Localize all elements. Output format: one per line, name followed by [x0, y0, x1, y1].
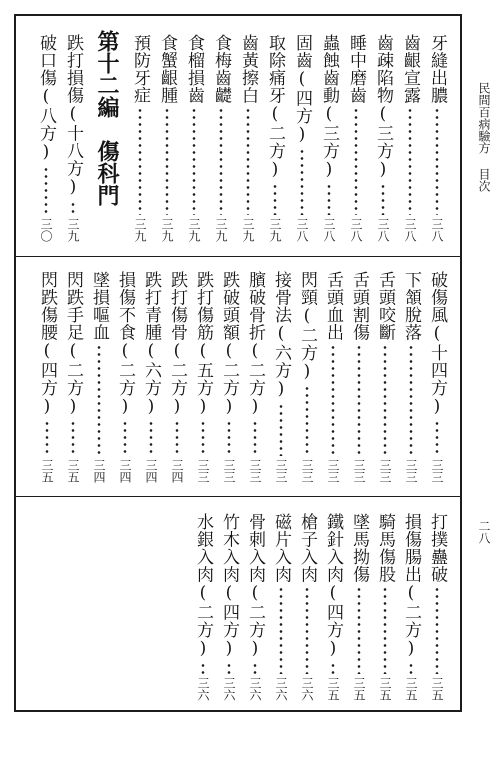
- toc-entry[interactable]: 跌破頭額(二方) 三三: [219, 271, 239, 483]
- toc-entry[interactable]: 牙縫出膿 三八: [427, 34, 447, 242]
- page-number: 二八: [477, 520, 491, 544]
- toc-entry[interactable]: 食梅齒齼 三九: [211, 34, 231, 242]
- toc-entry[interactable]: 食蟹齦腫 三九: [157, 34, 177, 242]
- toc-entry[interactable]: 蟲蝕齒動(三方) 三八: [319, 34, 339, 242]
- toc-entry[interactable]: 損傷不食(二方) 三四: [115, 271, 135, 483]
- toc-entry[interactable]: 閃跌手足(二方) 三五: [63, 271, 83, 483]
- toc-entry[interactable]: 水銀入肉(二方) 三六: [193, 513, 213, 701]
- block-divider: [16, 256, 460, 257]
- toc-entry[interactable]: 打撲蠱破 三五: [427, 513, 447, 701]
- toc-entry[interactable]: 閃跌傷腰(四方) 三五: [37, 271, 57, 483]
- toc-entry[interactable]: 騎馬傷股 三五: [375, 513, 395, 701]
- toc-entry[interactable]: 舌頭咬斷 三三: [375, 271, 395, 483]
- toc-entry[interactable]: 接骨法(六方) 三三: [271, 271, 291, 483]
- toc-entry[interactable]: 舌頭割傷 三三: [349, 271, 369, 483]
- running-head: 民間百病驗方 目次: [477, 82, 491, 192]
- toc-entry[interactable]: 跌打損傷(十八方) 三九: [63, 34, 83, 242]
- toc-entry[interactable]: 墜損嘔血 三四: [89, 271, 109, 483]
- toc-entry[interactable]: 槍子入肉 三六: [297, 513, 317, 701]
- toc-entry[interactable]: 固齒(四方) 三八: [292, 34, 312, 242]
- toc-entry[interactable]: 墜馬拗傷 三五: [349, 513, 369, 701]
- toc-entry[interactable]: 跌打傷筋(五方) 三三: [193, 271, 213, 483]
- toc-entry[interactable]: 舌頭血出 三三: [323, 271, 343, 483]
- toc-entry[interactable]: 破口傷(八方) 三〇: [36, 34, 56, 242]
- section-heading: 第十二編 傷科門: [94, 30, 120, 206]
- toc-entry[interactable]: 齒齦宣露 三八: [400, 34, 420, 242]
- toc-entry[interactable]: 鐵針入肉(四方) 三五: [323, 513, 343, 701]
- toc-entry[interactable]: 竹木入肉(四方) 三六: [219, 513, 239, 701]
- toc-entry[interactable]: 齒黃擦白 三九: [238, 34, 258, 242]
- toc-entry[interactable]: 磁片入肉 三六: [271, 513, 291, 701]
- toc-entry[interactable]: 跌打傷骨(二方) 三四: [167, 271, 187, 483]
- toc-entry[interactable]: 下頷脫落 三三: [401, 271, 421, 483]
- block-divider: [16, 496, 460, 497]
- toc-entry[interactable]: 睡中磨齒 三八: [346, 34, 366, 242]
- toc-entry[interactable]: 齒疎陷物(三方) 三八: [373, 34, 393, 242]
- page-frame: [14, 14, 462, 712]
- toc-entry[interactable]: 破傷風(十四方) 三三: [427, 271, 447, 483]
- toc-entry[interactable]: 骨刺入肉(二方) 三六: [245, 513, 265, 701]
- toc-entry[interactable]: 跌打青腫(六方) 三四: [141, 271, 161, 483]
- toc-entry[interactable]: 食榴損齒 三九: [184, 34, 204, 242]
- toc-entry[interactable]: 損傷腸出(二方) 三五: [401, 513, 421, 701]
- toc-entry[interactable]: 預防牙症 三九: [130, 34, 150, 242]
- toc-entry[interactable]: 臏破骨折(二方) 三三: [245, 271, 265, 483]
- toc-entry[interactable]: 閃頸(二方) 三三: [297, 271, 317, 483]
- toc-entry[interactable]: 取除痛牙(二方) 三九: [265, 34, 285, 242]
